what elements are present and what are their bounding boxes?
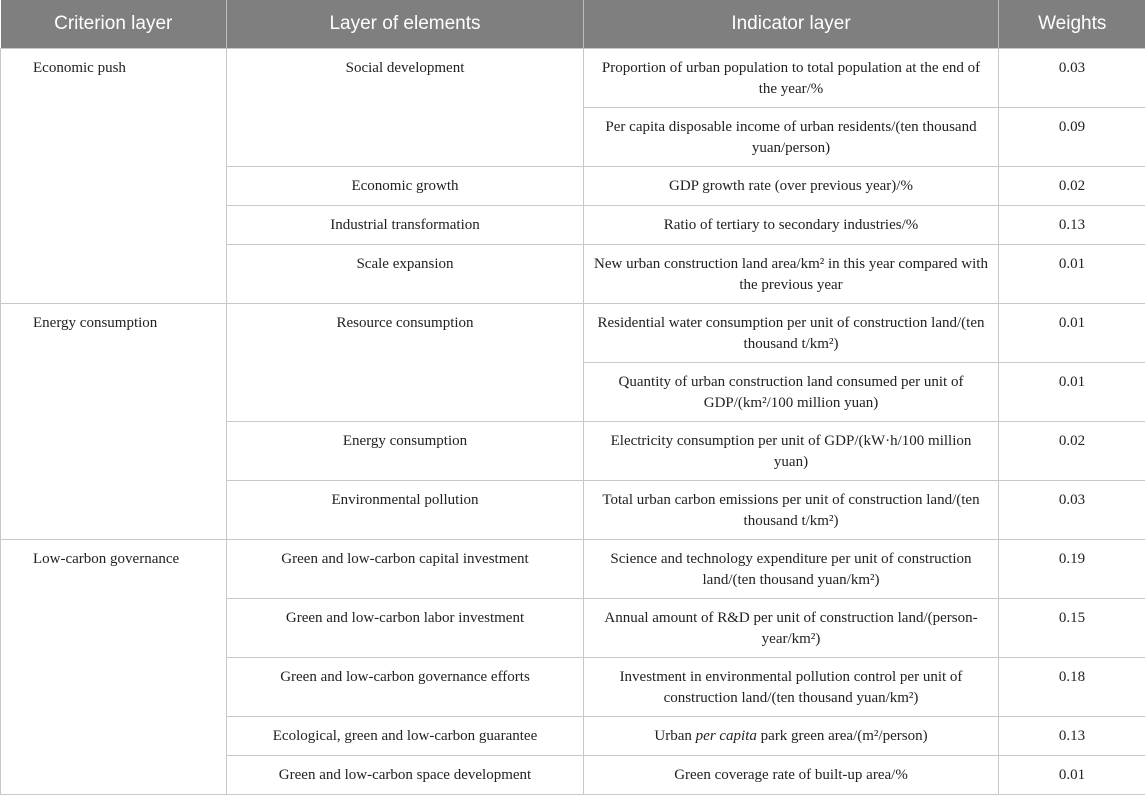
weight-cell: 0.13: [999, 717, 1145, 756]
weight-cell: 0.15: [999, 599, 1145, 658]
indicator-cell: New urban construction land area/km² in this year compared with the previous year: [584, 245, 999, 304]
table-row: [1, 304, 1145, 363]
weight-cell: 0.19: [999, 540, 1145, 599]
element-cell: Scale expansion: [227, 245, 584, 304]
indicator-cell: GDP growth rate (over previous year)/%: [584, 167, 999, 206]
criterion-cell: Energy consumption: [1, 304, 227, 540]
indicator-text-post: park green area/(m²/person): [757, 728, 928, 744]
weight-cell: 0.01: [999, 304, 1145, 363]
indicator-cell: Total urban carbon emissions per unit of construction land/(ten thousand t/km²): [584, 481, 999, 540]
indicator-cell: Residential water consumption per unit of construction land/(ten thousand t/km²): [584, 304, 999, 363]
weight-cell: 0.18: [999, 658, 1145, 717]
header-weights: Weights: [999, 0, 1145, 49]
element-cell: Social development: [227, 49, 584, 167]
element-cell: Environmental pollution: [227, 481, 584, 540]
header-layer-of-elements: Layer of elements: [227, 0, 584, 49]
indicator-cell: Per capita disposable income of urban residents/(ten thousand yuan/person): [584, 108, 999, 167]
criterion-cell: Low-carbon governance: [1, 540, 227, 795]
weight-cell: 0.03: [999, 481, 1145, 540]
element-cell: Green and low-carbon governance efforts: [227, 658, 584, 717]
weight-cell: 0.02: [999, 167, 1145, 206]
indicator-cell: Ratio of tertiary to secondary industries/%: [584, 206, 999, 245]
element-cell: Resource consumption: [227, 304, 584, 422]
indicator-cell: Proportion of urban population to total population at the end of the year/%: [584, 49, 999, 108]
element-cell: Green and low-carbon space development: [227, 756, 584, 795]
header-indicator-layer: Indicator layer: [584, 0, 999, 49]
element-cell: Energy consumption: [227, 422, 584, 481]
indicator-cell: [584, 717, 999, 756]
element-cell: Green and low-carbon labor investment: [227, 599, 584, 658]
weight-cell: 0.01: [999, 756, 1145, 795]
indicator-cell: Investment in environmental pollution control per unit of construction land/(ten thousand yuan/km²): [584, 658, 999, 717]
header-criterion-layer: Criterion layer: [1, 0, 227, 49]
criterion-cell: Economic push: [1, 49, 227, 304]
indicator-cell: Science and technology expenditure per unit of construction land/(ten thousand yuan/km²): [584, 540, 999, 599]
header-row: [1, 0, 1145, 49]
weight-cell: 0.01: [999, 363, 1145, 422]
weight-cell: 0.02: [999, 422, 1145, 481]
weight-cell: 0.01: [999, 245, 1145, 304]
element-cell: Ecological, green and low-carbon guarantee: [227, 717, 584, 756]
weight-cell: 0.03: [999, 49, 1145, 108]
indicator-cell: Electricity consumption per unit of GDP/(kW·h/100 million yuan): [584, 422, 999, 481]
indicator-text-italic: per capita: [696, 728, 757, 744]
element-cell: Green and low-carbon capital investment: [227, 540, 584, 599]
weight-cell: 0.09: [999, 108, 1145, 167]
indicator-text-pre: Urban: [654, 728, 695, 744]
indicator-cell: Green coverage rate of built-up area/%: [584, 756, 999, 795]
weight-cell: 0.13: [999, 206, 1145, 245]
indicator-cell: Quantity of urban construction land consumed per unit of GDP/(km²/100 million yuan): [584, 363, 999, 422]
table-row: [1, 540, 1145, 599]
indicator-cell: Annual amount of R&D per unit of construction land/(person-year/km²): [584, 599, 999, 658]
element-cell: Economic growth: [227, 167, 584, 206]
element-cell: Industrial transformation: [227, 206, 584, 245]
table-row: [1, 49, 1145, 108]
